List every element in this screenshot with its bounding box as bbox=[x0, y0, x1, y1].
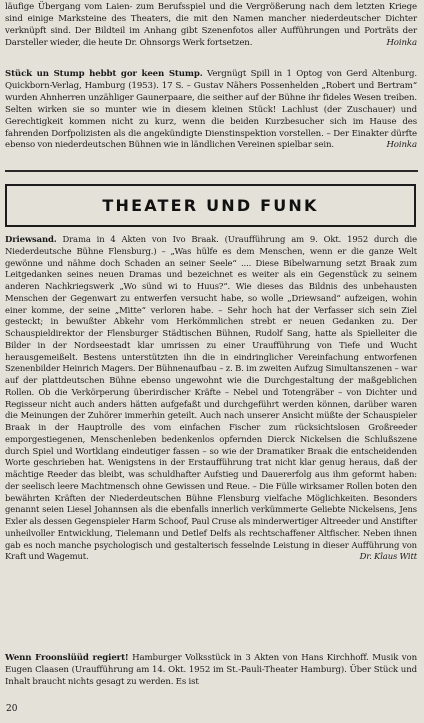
review-stump-title: Stück un Stump hebbt gor keen Stump. bbox=[5, 69, 203, 79]
review-froonsland-body: Hamburger Volksstück in 3 Akten von Hans Kirchhoff. Musik von Eugen Claasen (Uraufführung am 14. Okt. 1952 im St.-Pauli-Theater Hamburg). Über Stück und Inhalt braucht nichts gesagt zu werden. Es ist bbox=[5, 653, 418, 687]
review-stump-signature: Hoinka bbox=[386, 140, 417, 151]
review-driewsand-title: Driewsand. bbox=[5, 234, 57, 244]
review-stump-body: Vergnügt Spill in 1 Optog von Gerd Altenburg. Quickborn-Verlag, Hamburg (1953). 17 S. – Gustav Nähers Possenhelden „Robert und Bertram“ wurden Ahnherren unzähliger Gaunerpaare, die seither auf der Bühne ihr fideles Wesen treiben. Selten wirken sie so munter wie in diesem kleinen Stück! Lachlust (der Zuschauer) und Gerechtigkeit kommen nicht zu kurz, wenn die beiden Kurzbesucher sich im Hause des fahrenden Dorfpolizisten als die angekündigte Dienstinspektion vorstellen. – Der Einakter dürfte ebenso von niederdeutschen Bühnen wie in ländlichen Vereinen spielbar sein. bbox=[5, 69, 417, 151]
section-title: THEATER UND FUNK bbox=[102, 196, 319, 215]
intro-paragraph bbox=[5, 2, 417, 62]
section-header-box bbox=[5, 184, 416, 227]
page-number: 20 bbox=[6, 704, 18, 714]
review-stump-paragraph bbox=[5, 69, 417, 164]
review-driewsand-paragraph bbox=[5, 234, 417, 646]
review-driewsand-signature: Dr. Klaus Witt bbox=[359, 551, 417, 562]
review-froonsland-title: Wenn Froonslüüd regiert! bbox=[5, 653, 129, 663]
review-driewsand-body: Drama in 4 Akten von Ivo Braak. (Uraufführung am 9. Okt. 1952 durch die Niederdeutsche Bühne Flensburg.) – „Was hülfe es dem Menschen, wenn er die ganze Welt gewönne und nähme doch Schaden an seiner Seele“ .... Diese Bibelwarnung setzt Braak zum Leitgedanken seines neuen Dramas und bezeichnet es weiter als ein Gegenstück zu seinem anderen Nachkriegswerk „Wo sünd wi to Huus?“. Wie dieses das Bildnis des unbehausten Menschen der Gegenwart zu entwerfen versucht habe, so wolle „Driewsand“ aufzeigen, wohin einer komme, der seine „Mitte“ verloren habe. – Sehr hoch hat der Verfasser sich sein Ziel gesteckt; in bewußter Abkehr vom Herkömmlichen strebt er neuen Gedanken zu. Der Schauspieldirektor der Flensburger Städtischen Bühnen, Rudolf Sang, hatte als Spielleiter die Bilder in der Nordseestadt klar umrissen zu einer Uraufführung von Tiefe und Wucht herausgemeißelt. Bestens unterstützten ihn die in eindringlicher Vereinfachung entworfenen Szenenbilder Heinrich Magers. Der Bühnenaufbau – z. B. im zweiten Aufzug Simultanszenen – war auf der plattdeutschen Bühne ebenso ungewohnt wie die Durchgestaltung der maßgeblichen Rollen. Ob die Verkörperung überirdischer Kräfte – Nebel und Totengräber – von Dichter und Regisseur nicht auch anders hätten aufgefaßt und durchgeführt werden können, darüber waren die Meinungen der Zuhörer immerhin geteilt. Auch nach unserer Ansicht müßte der Schauspieler Braak in der Hauptrolle des vom einfachen Fischer zum rücksichtslosen Großreeder emporgestiegenen, Menschenleben bedenkenlos opfernden Dierck Nickelsen die Schlußszene durch Spiel und Wortklang eindeutiger fassen – so wie der Dramatiker Braak die entscheidenden Worte geschrieben hat. Wenigstens in der Erstaufführung trat nicht klar genug heraus, daß der mächtige Reeder das bleibt, was schuldhafter Aufstieg und Dauererfolg aus ihm geformt haben: der seelisch leere Machtmensch ohne Gewissen und Reue. – Die Fülle wirksamer Rollen boten den bewährten Kräften der Niederdeutschen Bühne Flensburg vielfache Möglichkeiten. Besonders genannt seien Liesel Johannsen als die ebenfalls innerlich verkümmerte Geliebte Nickelsens, Jens Exler als dessen Gegenspieler Harm Schoof, Paul Cruse als minderwertiger Altreeder und Anstifter unheilvoller Entwicklung, Tielemann und Detlef Delfs als rechtschaffener Altfischer. Neben ihnen gab es noch manche psychologisch und gestalterisch fesselnde Leistung in dieser Aufführung von Kraft und Wagemut. bbox=[5, 234, 417, 562]
intro-text: läufige Übergang vom Laien- zum Berufsspiel und die Vergrößerung nach dem letzten Kriege sind einige Marksteine des Theaters, die mit den Namen mancher niederdeutscher Dichter verknüpft sind. Der Bildteil im Anhang gibt Szenenfotos aller Aufführungen und Porträts der Darsteller wieder, die heute Dr. Ohnsorgs Werk fortsetzen. bbox=[5, 2, 417, 48]
intro-signature: Hoinka bbox=[386, 37, 417, 48]
review-froonsland-paragraph bbox=[5, 653, 417, 695]
section-divider bbox=[5, 170, 418, 172]
